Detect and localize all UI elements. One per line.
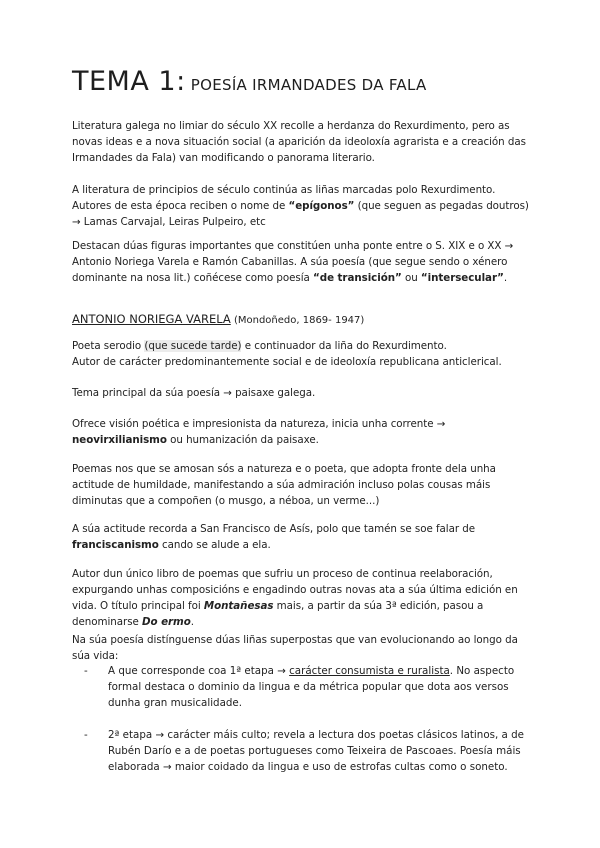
do-ermo-title: Do ermo [142,616,191,628]
author-name: ANTONIO NORIEGA VARELA [72,312,231,326]
intersecular-term: “intersecular” [420,272,504,284]
libro-paragraph: Autor dun único libro de poemas que sufriu un proceso de continua reelaboración, expurgando unhas composicións e engadindo outras novas ata a súa última edición en vida. O título principal foi Montañesas mais, a partir da súa 3ª edición, pasou a denominarse Do ermo. [72,568,518,628]
natureza-paragraph: Poemas nos que se amosan sós a natureza e o poeta, que adopta fronte dela unha actitude de humildade, manifestando a súa admiración incluso polas cousas máis diminutas que a compoñen (o musgo, a néboa, un verme...) [72,463,496,507]
franciscanismo-paragraph: A súa actitude recorda a San Francisco de Asís, polo que tamén se soe falar de franciscanismo cando se alude a ela. [72,523,476,551]
intro-paragraph: Literatura galega no limiar do século XX recolle a herdanza do Rexurdimento, pero as novas ideas e a nova situación social (a aparición da ideoloxía agrarista e a creación das Irmandades da Fala) van modificando o panorama literario. [72,120,526,164]
poeta-serodio-paragraph: Poeta serodio (que sucede tarde) e continuador da liña do Rexurdimento. Autor de carácter predominantemente social e de ideoloxía republicana anticlerical. [72,340,502,368]
epigonos-term: “epígonos” [288,200,355,212]
list-item-stage-1: - A que corresponde coa 1ª etapa → carácter consumista e ruralista. No aspecto formal destaca o dominio da lingua e da métrica popular que dota aos versos dunha gran musicalidade. [84,665,515,709]
tema-paragraph: Tema principal da súa poesía → paisaxe galega. [72,387,316,399]
dual-lines-paragraph: Na súa poesía distínguense dúas liñas superpostas que van evolucionando ao longo da súa vida: [72,634,518,662]
highlighted-note: (que sucede tarde) [144,340,242,352]
neovirxilianismo-paragraph: Ofrece visión poética e impresionista da natureza, inicia unha corrente → neovirxilianismo ou humanización da paisaxe. [72,418,446,446]
underlined-phrase: carácter consumista e ruralista [289,665,450,677]
list-item-stage-2: - 2ª etapa → carácter máis culto; revela a lectura dos poetas clásicos latinos, a de Rubén Darío e a de poetas portugueses como Teixeira de Pascoaes. Poesía máis elaborada → maior coidado da lingua e uso de estrofas cultas como o soneto. [84,729,524,773]
franciscanismo-term: franciscanismo [72,539,159,551]
dash-marker: - [84,729,88,741]
transicion-term: “de transición” [313,272,402,284]
transition-paragraph: Destacan dúas figuras importantes que constitúen unha ponte entre o S. XIX e o XX → Antonio Noriega Varela e Ramón Cabanillas. A súa poesía (que segue sendo o xénero dominante na nosa lit.) coñécese como poesía “de transición” ou “intersecular”. [72,240,514,284]
dash-marker: - [84,665,88,677]
title-sub: POESÍA IRMANDADES DA FALA [190,76,427,94]
page-title [72,66,427,97]
author-dates: (Mondoñedo, 1869- 1947) [230,315,365,326]
neovirxilianismo-term: neovirxilianismo [72,434,167,446]
stages-list [84,663,534,775]
montanesas-title: Montañesas [203,600,274,612]
title-main: TEMA 1: [72,66,186,97]
epigonos-paragraph: A literatura de principios de século continúa as liñas marcadas polo Rexurdimento. Autores de esta época reciben o nome de “epígonos” (que seguen as pegadas doutros) → Lamas Carvajal, Leiras Pulpeiro, etc [72,184,529,228]
section-heading [72,311,534,329]
